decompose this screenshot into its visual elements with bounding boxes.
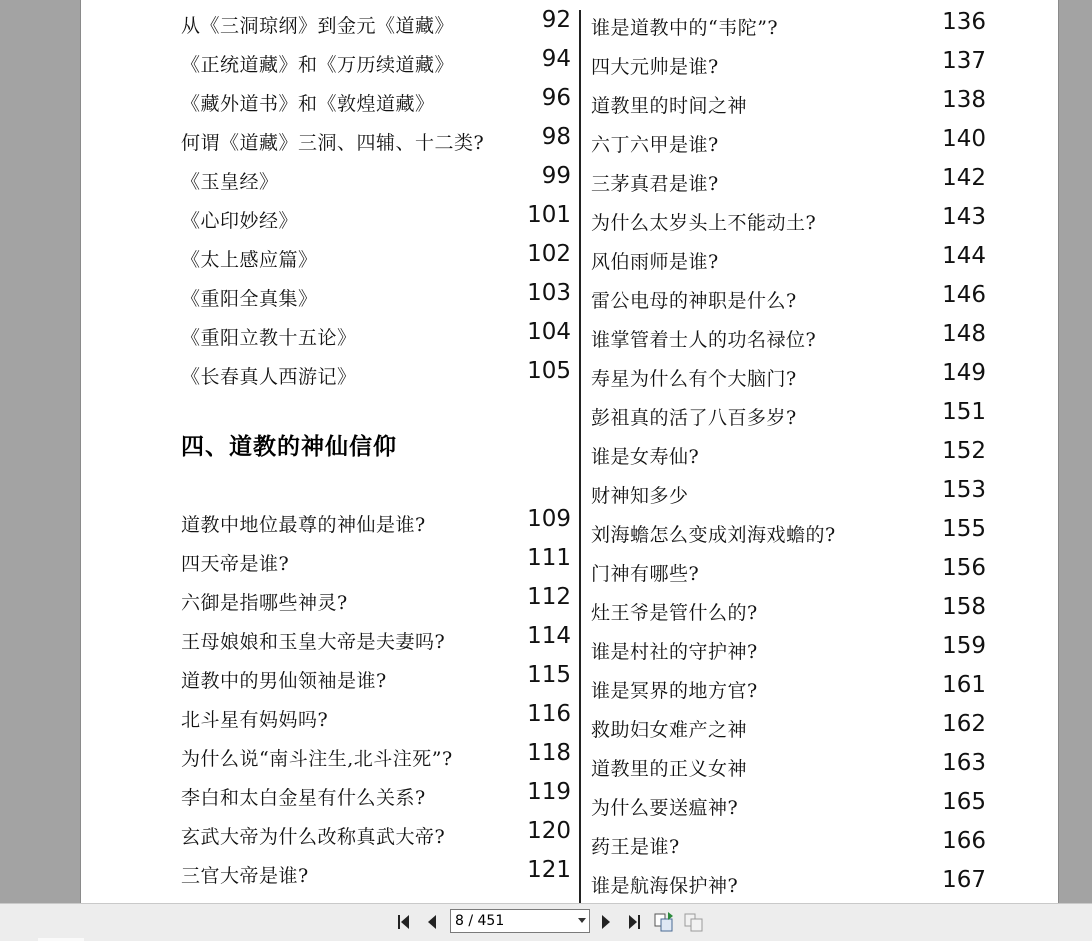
toc-entry-title: 为什么说“南斗注生,北斗注死”? bbox=[181, 748, 453, 770]
toc-entry[interactable] bbox=[181, 740, 571, 770]
chevron-down-icon[interactable] bbox=[578, 918, 586, 923]
toc-entry-title: 《重阳全真集》 bbox=[181, 288, 318, 310]
toc-entry-page: 103 bbox=[527, 280, 571, 306]
toc-entry-page: 159 bbox=[942, 633, 986, 659]
toc-entry-page: 116 bbox=[527, 701, 571, 727]
toc-entry-page: 105 bbox=[527, 358, 571, 384]
document-page bbox=[80, 0, 1059, 903]
toc-entry[interactable] bbox=[591, 516, 986, 546]
toc-entry-page: 121 bbox=[527, 857, 571, 883]
toc-entry-page: 118 bbox=[527, 740, 571, 766]
toc-entry-title: 王母娘娘和玉皇大帝是夫妻吗? bbox=[181, 631, 446, 653]
toc-entry-page: 153 bbox=[942, 477, 986, 503]
toc-entry-page: 140 bbox=[942, 126, 986, 152]
toc-entry[interactable] bbox=[591, 633, 986, 663]
toc-entry-page: 161 bbox=[942, 672, 986, 698]
toc-entry-page: 119 bbox=[527, 779, 571, 805]
toc-entry[interactable] bbox=[591, 438, 986, 468]
toc-entry[interactable] bbox=[181, 202, 571, 232]
toc-entry-title: 药王是谁? bbox=[591, 836, 680, 858]
toc-entry[interactable] bbox=[591, 555, 986, 585]
toc-entry-page: 165 bbox=[942, 789, 986, 815]
toc-entry-title: 四大元帅是谁? bbox=[591, 56, 719, 78]
toc-entry-page: 99 bbox=[541, 163, 571, 189]
toc-entry[interactable] bbox=[591, 165, 986, 195]
toc-entry[interactable] bbox=[181, 124, 571, 154]
toc-entry-page: 155 bbox=[942, 516, 986, 542]
toc-entry-page: 98 bbox=[541, 124, 571, 150]
toc-entry-title: 彭祖真的活了八百多岁? bbox=[591, 407, 797, 429]
toc-entry-page: 167 bbox=[942, 867, 986, 893]
toc-entry-title: 谁掌管着士人的功名禄位? bbox=[591, 329, 817, 351]
toc-entry[interactable] bbox=[181, 280, 571, 310]
toc-entry[interactable] bbox=[181, 857, 571, 887]
toc-entry[interactable] bbox=[591, 711, 986, 741]
page-number-select[interactable] bbox=[450, 909, 590, 933]
toc-entry-page: 104 bbox=[527, 319, 571, 345]
toc-entry-title: 《正统道藏》和《万历续道藏》 bbox=[181, 54, 455, 76]
toc-entry-page: 120 bbox=[527, 818, 571, 844]
toc-entry-title: 《太上感应篇》 bbox=[181, 249, 318, 271]
paste-page-icon[interactable] bbox=[683, 911, 705, 933]
toc-entry-title: 三茅真君是谁? bbox=[591, 173, 719, 195]
column-divider bbox=[579, 10, 581, 903]
toc-entry-page: 156 bbox=[942, 555, 986, 581]
toc-entry-title: 《重阳立教十五论》 bbox=[181, 327, 357, 349]
toc-entry-title: 六丁六甲是谁? bbox=[591, 134, 719, 156]
toc-entry[interactable] bbox=[591, 282, 986, 312]
toc-entry-title: 刘海蟾怎么变成刘海戏蟾的? bbox=[591, 524, 836, 546]
toc-entry[interactable] bbox=[181, 7, 571, 37]
toc-entry-title: 从《三洞琼纲》到金元《道藏》 bbox=[181, 15, 455, 37]
toc-entry-page: 96 bbox=[541, 85, 571, 111]
toc-entry[interactable] bbox=[591, 867, 986, 897]
toc-entry-page: 162 bbox=[942, 711, 986, 737]
toc-entry-title: 雷公电母的神职是什么? bbox=[591, 290, 797, 312]
toc-entry[interactable] bbox=[181, 85, 571, 115]
toc-entry-title: 何谓《道藏》三洞、四辅、十二类? bbox=[181, 132, 485, 154]
copy-page-icon[interactable] bbox=[653, 911, 675, 933]
toc-entry[interactable] bbox=[591, 477, 986, 507]
toc-entry[interactable] bbox=[181, 163, 571, 193]
toc-entry[interactable] bbox=[591, 789, 986, 819]
toc-entry-page: 101 bbox=[527, 202, 571, 228]
toc-entry-page: 158 bbox=[942, 594, 986, 620]
toc-entry-title: 道教中地位最尊的神仙是谁? bbox=[181, 514, 426, 536]
toc-entry-title: 《长春真人西游记》 bbox=[181, 366, 357, 388]
toc-entry-title: 财神知多少 bbox=[591, 485, 689, 507]
toc-entry[interactable] bbox=[181, 241, 571, 271]
page-indicator: 8 / 451 bbox=[455, 913, 505, 929]
toc-entry[interactable] bbox=[181, 46, 571, 76]
toc-entry-title: 《藏外道书》和《敦煌道藏》 bbox=[181, 93, 435, 115]
toc-entry[interactable] bbox=[591, 204, 986, 234]
toc-entry-page: 163 bbox=[942, 750, 986, 776]
toc-entry[interactable] bbox=[591, 321, 986, 351]
toc-entry[interactable] bbox=[591, 750, 986, 780]
toc-entry-title: 谁是冥界的地方官? bbox=[591, 680, 758, 702]
toc-entry[interactable] bbox=[591, 672, 986, 702]
toc-entry-page: 142 bbox=[942, 165, 986, 191]
toc-entry-page: 149 bbox=[942, 360, 986, 386]
toc-entry-page: 114 bbox=[527, 623, 571, 649]
toc-entry[interactable] bbox=[591, 243, 986, 273]
toc-entry[interactable] bbox=[591, 126, 986, 156]
previous-page-icon[interactable] bbox=[421, 911, 443, 933]
toc-entry-page: 152 bbox=[942, 438, 986, 464]
toc-entry-page: 137 bbox=[942, 48, 986, 74]
toc-entry-title: 玄武大帝为什么改称真武大帝? bbox=[181, 826, 446, 848]
toc-entry-page: 111 bbox=[527, 545, 571, 571]
toc-entry-title: 谁是航海保护神? bbox=[591, 875, 739, 897]
toc-entry[interactable] bbox=[181, 701, 571, 731]
bottom-toolbar bbox=[0, 903, 1092, 941]
skip-to-first-icon[interactable] bbox=[393, 911, 415, 933]
toc-entry[interactable] bbox=[591, 9, 986, 39]
toc-entry-title: 北斗星有妈妈吗? bbox=[181, 709, 329, 731]
toc-entry-page: 144 bbox=[942, 243, 986, 269]
toc-entry[interactable] bbox=[181, 358, 571, 388]
toc-entry-page: 146 bbox=[942, 282, 986, 308]
toc-entry-title: 门神有哪些? bbox=[591, 563, 700, 585]
toc-entry-page: 166 bbox=[942, 828, 986, 854]
toc-entry-title: 灶王爷是管什么的? bbox=[591, 602, 758, 624]
toc-entry[interactable] bbox=[591, 360, 986, 390]
toc-entry-title: 六御是指哪些神灵? bbox=[181, 592, 348, 614]
toc-entry-page: 151 bbox=[942, 399, 986, 425]
section-heading: 四、道教的神仙信仰 bbox=[181, 434, 397, 460]
toc-entry-title: 谁是女寿仙? bbox=[591, 446, 700, 468]
toc-entry-title: 道教中的男仙领袖是谁? bbox=[181, 670, 387, 692]
toc-entry-page: 109 bbox=[527, 506, 571, 532]
toc-entry[interactable] bbox=[181, 818, 571, 848]
toc-entry-title: 四天帝是谁? bbox=[181, 553, 290, 575]
toc-entry-title: 谁是道教中的“韦陀”? bbox=[591, 17, 779, 39]
toc-entry[interactable] bbox=[591, 828, 986, 858]
toc-entry[interactable] bbox=[591, 48, 986, 78]
toc-entry[interactable] bbox=[181, 319, 571, 349]
toc-entry[interactable] bbox=[181, 662, 571, 692]
toc-entry-title: 为什么要送瘟神? bbox=[591, 797, 739, 819]
toc-entry[interactable] bbox=[591, 87, 986, 117]
toc-entry-page: 115 bbox=[527, 662, 571, 688]
toc-entry[interactable] bbox=[181, 779, 571, 809]
toc-entry-title: 《玉皇经》 bbox=[181, 171, 279, 193]
toc-entry-page: 112 bbox=[527, 584, 571, 610]
toc-entry-title: 李白和太白金星有什么关系? bbox=[181, 787, 426, 809]
toc-entry-page: 148 bbox=[942, 321, 986, 347]
toc-entry-title: 道教里的正义女神 bbox=[591, 758, 748, 780]
toc-entry-title: 寿星为什么有个大脑门? bbox=[591, 368, 797, 390]
toc-entry-page: 143 bbox=[942, 204, 986, 230]
toc-entry-page: 92 bbox=[541, 7, 571, 33]
toc-entry[interactable] bbox=[181, 506, 571, 536]
skip-to-last-icon[interactable] bbox=[623, 911, 645, 933]
toc-entry-title: 救助妇女难产之神 bbox=[591, 719, 748, 741]
toc-entry[interactable] bbox=[591, 594, 986, 624]
toc-entry[interactable] bbox=[181, 623, 571, 653]
toc-entry-page: 136 bbox=[942, 9, 986, 35]
toc-entry-title: 风伯雨师是谁? bbox=[591, 251, 719, 273]
toc-entry-page: 94 bbox=[541, 46, 571, 72]
toc-entry-title: 《心印妙经》 bbox=[181, 210, 299, 232]
next-page-icon[interactable] bbox=[595, 911, 617, 933]
toc-entry[interactable] bbox=[181, 584, 571, 614]
toc-entry-page: 102 bbox=[527, 241, 571, 267]
toc-entry[interactable] bbox=[591, 399, 986, 429]
toc-entry-title: 三官大帝是谁? bbox=[181, 865, 309, 887]
toc-entry-title: 谁是村社的守护神? bbox=[591, 641, 758, 663]
toc-entry[interactable] bbox=[181, 545, 571, 575]
toc-entry-title: 为什么太岁头上不能动土? bbox=[591, 212, 817, 234]
toc-entry-title: 道教里的时间之神 bbox=[591, 95, 748, 117]
toc-entry-page: 138 bbox=[942, 87, 986, 113]
